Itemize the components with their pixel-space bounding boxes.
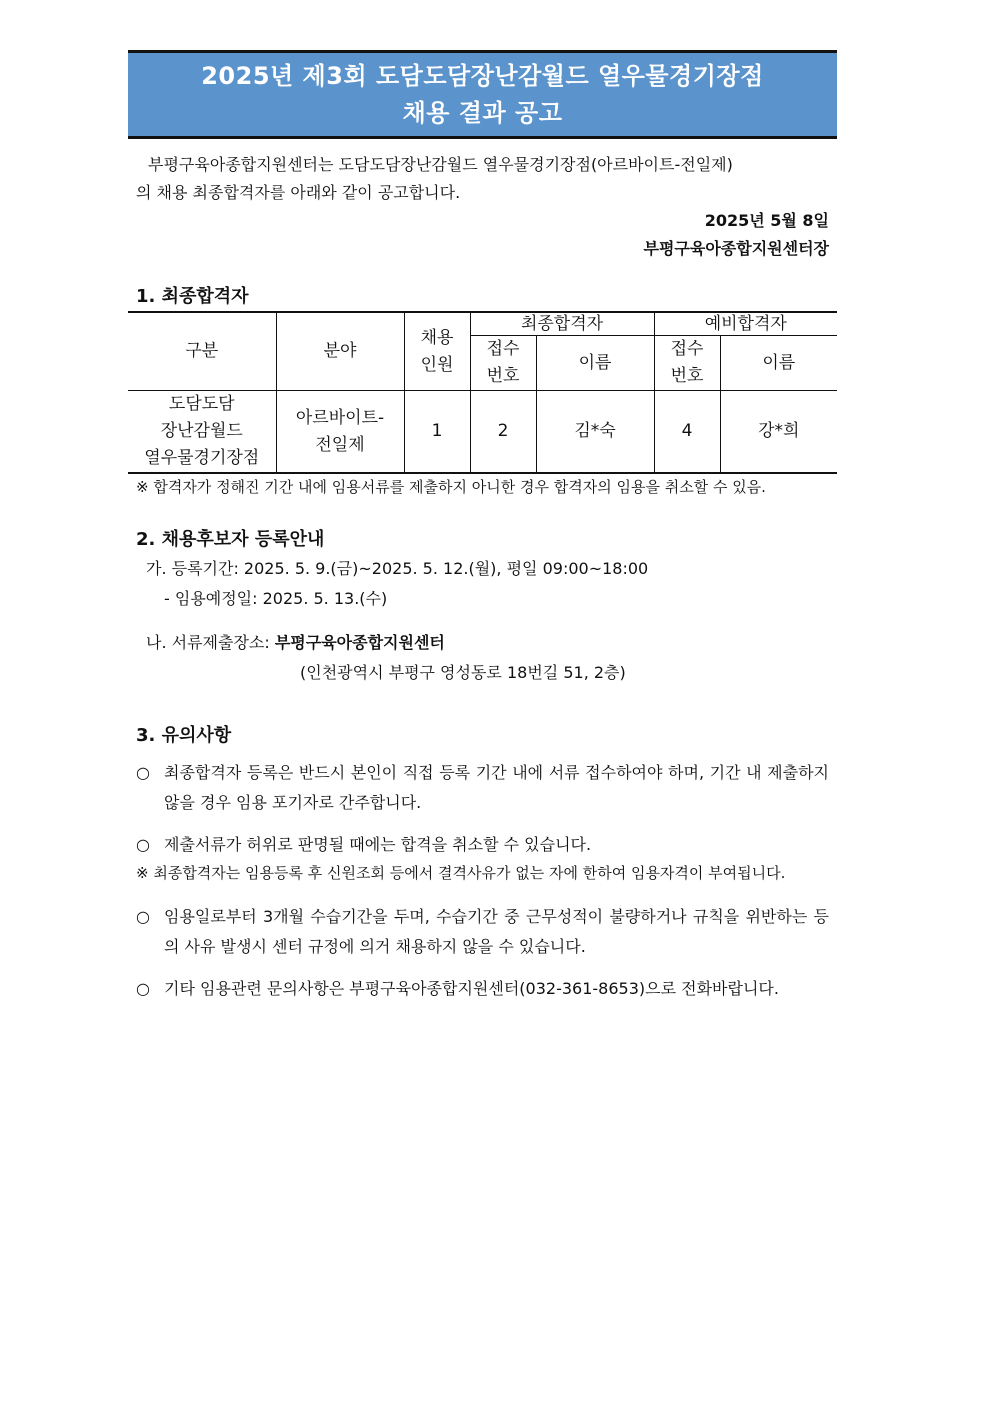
caution-item-2-text: 제출서류가 허위로 판명될 때에는 합격을 취소할 수 있습니다. [164,835,592,854]
circle-bullet-icon: ○ [136,763,150,782]
cell-final-receipt-no: 2 [470,391,536,474]
section-2-heading: 2. 채용후보자 등록안내 [136,529,325,550]
title-banner [128,50,837,139]
appointment-date: - 임용예정일: 2025. 5. 13.(수) [164,589,388,608]
caution-item-1 [128,758,837,818]
title-line-2: 채용 결과 공고 [402,98,563,127]
final-results-table [128,311,837,474]
header-receipt-line-1: 접수 [670,339,704,359]
category-line-1: 도담도담 [168,394,235,414]
intro-line-1: 부평구육아종합지원센터는 도담도담장난감월드 열우물경기장점(아르바이트-전일제) [148,155,733,174]
section-1-heading: 1. 최종합격자 [136,286,249,307]
header-receipt-line-1: 접수 [486,339,520,359]
submission-place-value: 부평구육아종합지원센터 [274,633,445,652]
circle-bullet-icon: ○ [136,835,150,854]
caution-item-2 [128,830,837,860]
intro-line-2: 의 채용 최종합격자를 아래와 같이 공고합니다. [136,183,461,202]
submission-place [128,628,837,658]
header-reserve-name: 이름 [720,336,837,391]
caution-item-1-text: 최종합격자 등록은 반드시 본인이 직접 등록 기간 내에 서류 접수하여야 하며, 기간 내 제출하지 않을 경우 임용 포기자로 간주합니다. [164,763,829,812]
header-reserve-passers: 예비합격자 [654,312,837,336]
field-line-2: 전일제 [315,434,365,455]
caution-item-4 [128,974,837,1004]
caution-note: ※ 최종합격자는 임용등록 후 신원조회 등에서 결격사유가 없는 자에 한하여 임용자격이 부여됩니다. [136,864,786,882]
cell-category [128,391,276,474]
category-line-3: 열우물경기장점 [144,448,260,468]
header-final-passers: 최종합격자 [470,312,654,336]
circle-bullet-icon: ○ [136,907,150,926]
document-page [128,50,837,1004]
header-final-receipt-no [470,336,536,391]
section-1-note: ※ 합격자가 정해진 기간 내에 임용서류를 제출하지 아니한 경우 합격자의 임용을 취소할 수 있음. [136,478,766,496]
header-field: 분야 [276,312,404,391]
table-row [128,391,837,474]
field-line-1: 아르바이트- [295,407,385,428]
issuer: 부평구육아종합지원센터장 [643,239,829,258]
submission-place-label: 나. 서류제출장소: [146,633,275,652]
caution-item-3 [128,902,837,962]
title-line-1: 2025년 제3회 도담도담장난감월드 열우물경기장점 [201,61,764,90]
submission-address: (인천광역시 부평구 영성동로 18번길 51, 2층) [300,663,626,682]
header-receipt-line-2: 번호 [486,366,520,386]
category-line-2: 장난감월드 [160,421,243,441]
caution-item-4-text: 기타 임용관련 문의사항은 부평구육아종합지원센터(032-361-8653)으로 전화바랍니다. [164,979,779,998]
cell-hire-count: 1 [404,391,470,474]
caution-item-3-text: 임용일로부터 3개월 수습기간을 두며, 수습기간 중 근무성적이 불량하거나 규칙을 위반하는 등의 사유 발생시 센터 규정에 의거 채용하지 않을 수 있습니다. [164,907,829,956]
announcement-date: 2025년 5월 8일 [704,211,829,230]
header-hire-count-line-2: 인원 [420,354,454,375]
header-category: 구분 [128,312,276,391]
header-hire-count-line-1: 채용 [420,327,454,348]
cell-final-name: 김*숙 [536,391,654,474]
header-final-name: 이름 [536,336,654,391]
registration-period: 가. 등록기간: 2025. 5. 9.(금)~2025. 5. 12.(월), 평일 09:00~18:00 [146,559,649,578]
header-hire-count [404,312,470,391]
cell-reserve-receipt-no: 4 [654,391,720,474]
cell-reserve-name: 강*희 [720,391,837,474]
cell-field [276,391,404,474]
intro-paragraph [128,151,837,207]
header-reserve-receipt-no [654,336,720,391]
header-receipt-line-2: 번호 [670,366,704,386]
section-3-heading: 3. 유의사항 [136,725,232,746]
circle-bullet-icon: ○ [136,979,150,998]
